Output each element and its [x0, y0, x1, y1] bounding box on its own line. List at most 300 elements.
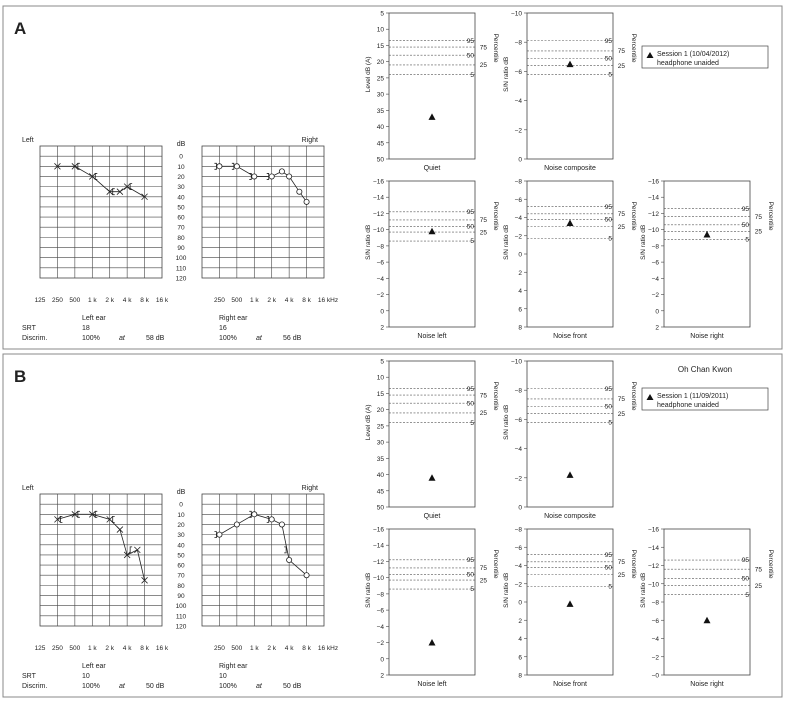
percentile-label: 95 [604, 551, 612, 559]
subplot-frame [664, 529, 750, 675]
y-tick-label: −4 [514, 215, 522, 222]
left-bone-marker [130, 547, 132, 553]
y-tick-label: −4 [376, 275, 384, 283]
db-tick: 20 [177, 173, 185, 181]
score-marker [704, 231, 711, 238]
db-tick: 40 [177, 542, 185, 550]
percentile-label: 95 [466, 209, 474, 217]
y-tick-label: 2 [380, 324, 384, 332]
right-air-marker [252, 174, 257, 179]
db-tick: 60 [177, 562, 185, 570]
percentile-label: 25 [479, 410, 487, 418]
percentile-axis-label: Percentile [492, 33, 499, 63]
y-tick-label: 2 [518, 617, 522, 625]
y-tick-label: 20 [376, 407, 384, 415]
y-tick-label: −14 [372, 542, 384, 550]
left-label: Left [22, 137, 34, 144]
y-tick-label: 50 [376, 504, 384, 512]
y-tick-label: 15 [376, 390, 384, 398]
y-tick-label: 15 [376, 42, 384, 50]
right-bone-marker [284, 547, 286, 553]
y-tick-label: −8 [514, 178, 522, 186]
percentile-label: 95 [466, 37, 474, 45]
subplot-label: Noise front [553, 333, 587, 340]
right-label: Right [301, 485, 318, 492]
y-tick-label: −12 [647, 210, 659, 218]
y-tick-label: −2 [376, 640, 384, 648]
left-discrim: 100% [82, 335, 100, 342]
freq-tick: 4 k [122, 645, 132, 652]
percentile-label: 50 [604, 403, 612, 411]
subplot-frame [664, 181, 750, 327]
percentile-label: 50 [741, 222, 749, 229]
y-tick-label: 4 [518, 288, 522, 295]
percentile-label: 50 [604, 216, 612, 224]
y-tick-label: −12 [372, 558, 384, 566]
subplot-label: Noise front [553, 681, 587, 688]
score-marker [429, 228, 436, 235]
left-srt: 10 [82, 673, 90, 680]
y-tick-label: −10 [647, 581, 659, 589]
y-tick-label: 0 [518, 156, 522, 164]
percentile-label: 95 [604, 385, 612, 393]
score-marker [567, 471, 574, 478]
freq-tick: 1 k [87, 645, 97, 652]
percentile-label: 5 [470, 71, 474, 79]
percentile-label: 75 [479, 217, 487, 225]
db-tick: 10 [177, 511, 185, 519]
left-air-marker [134, 547, 140, 553]
right-air-marker [269, 517, 274, 522]
percentile-label: 5 [608, 583, 612, 591]
y-tick-label: −8 [514, 526, 522, 534]
y-tick-label: −2 [514, 475, 522, 483]
percentile-label: 95 [741, 205, 749, 213]
freq-tick: 500 [69, 645, 81, 652]
percentile-axis-label: Percentile [492, 201, 499, 231]
percentile-label: 5 [470, 586, 474, 594]
y-tick-label: −12 [372, 210, 384, 218]
y-tick-label: −6 [651, 259, 659, 267]
db-tick: 20 [177, 521, 185, 529]
y-tick-label: −10 [647, 227, 659, 235]
percentile-label: 5 [608, 71, 612, 79]
y-tick-label: −8 [376, 243, 384, 251]
subplot-label: Noise right [690, 333, 724, 340]
percentile-label: 50 [466, 571, 474, 579]
y-tick-label: −6 [514, 416, 522, 424]
right-air-marker [234, 522, 239, 527]
subplot-noise-front [503, 179, 637, 341]
y-tick-label: −8 [514, 39, 522, 47]
right-air-marker [279, 522, 284, 527]
panel-b [3, 354, 782, 697]
freq-tick: 2 k [105, 645, 115, 652]
percentile-label: 25 [754, 228, 762, 236]
y-tick-label: −4 [651, 636, 659, 643]
subplot-label: Noise left [417, 681, 447, 688]
freq-tick: 1 k [249, 645, 259, 652]
left-label: Left [22, 485, 34, 492]
percentile-label: 50 [604, 564, 612, 572]
y-axis-label: Level dB (A) [365, 56, 372, 93]
right-at: at [256, 335, 262, 342]
y-tick-label: −12 [647, 563, 659, 570]
left-srt: 18 [82, 325, 90, 332]
freq-tick: 1 k [249, 297, 259, 304]
subplot-noise-left [365, 527, 499, 689]
db-tick: 90 [177, 245, 185, 253]
percentile-label: 95 [604, 203, 612, 211]
y-tick-label: −4 [376, 623, 384, 631]
y-tick-label: −2 [651, 654, 659, 662]
y-tick-label: 5 [380, 358, 384, 366]
subplot-frame [389, 13, 475, 159]
y-tick-label: 0 [518, 504, 522, 512]
subplot-noise-left [365, 179, 499, 341]
y-tick-label: −6 [651, 617, 659, 625]
right-air-marker [217, 532, 222, 537]
left-at: at [119, 683, 125, 690]
left-bone-marker [60, 516, 62, 522]
percentile-label: 50 [604, 55, 612, 63]
y-tick-label: 2 [518, 269, 522, 277]
db-tick: 50 [177, 552, 185, 560]
freq-tick: 8 k [302, 645, 311, 652]
y-tick-label: 35 [376, 107, 384, 115]
percentile-axis-label: Percentile [630, 381, 637, 411]
y-tick-label: −6 [514, 544, 522, 552]
freq-tick: 16 k [155, 297, 169, 304]
subplot-frame [527, 13, 613, 159]
discrim-label: Discrim. [22, 335, 48, 342]
left-discrim-level: 58 dB [146, 335, 165, 342]
y-axis-label: S/N ratio dB [640, 224, 647, 260]
y-tick-label: 0 [380, 308, 384, 316]
patient-name: Oh Chan Kwon [677, 365, 733, 374]
subplot-frame [389, 181, 475, 327]
y-tick-label: −2 [514, 581, 522, 589]
percentile-label: 95 [466, 385, 474, 393]
y-tick-label: −2 [651, 292, 659, 300]
db-tick: 90 [177, 593, 185, 601]
right-air-marker [269, 174, 274, 179]
left-bone-marker [113, 516, 115, 522]
freq-tick: 250 [213, 297, 225, 304]
y-tick-label: −14 [647, 194, 659, 202]
db-tick: 120 [175, 623, 187, 631]
y-axis-label: S/N ratio dB [640, 572, 647, 608]
subplot-frame [527, 361, 613, 507]
left-threshold-line [57, 166, 144, 196]
percentile-label: 50 [741, 575, 749, 583]
score-marker [567, 61, 574, 68]
subplot-label: Quiet [423, 165, 441, 172]
y-tick-label: 20 [376, 59, 384, 67]
db-label: dB [176, 489, 186, 496]
percentile-label: 50 [466, 52, 474, 60]
y-tick-label: 6 [518, 306, 522, 314]
y-tick-label: −2 [514, 233, 522, 241]
freq-tick: 1 k [87, 297, 97, 304]
y-axis-label: S/N ratio dB [503, 572, 510, 608]
percentile-label: 25 [479, 62, 487, 70]
db-tick: 70 [177, 224, 185, 232]
right-ear-header: Right ear [219, 663, 248, 670]
y-tick-label: 35 [376, 455, 384, 463]
percentile-label: 75 [479, 565, 487, 573]
score-marker [429, 639, 436, 646]
y-tick-label: −10 [372, 227, 384, 235]
percentile-label: 5 [470, 419, 474, 427]
y-tick-label: −2 [514, 127, 522, 135]
subplot-noise-right [640, 179, 774, 341]
db-tick: 100 [175, 255, 187, 263]
y-tick-label: −8 [651, 599, 659, 607]
y-tick-label: 25 [376, 75, 384, 83]
y-tick-label: 8 [518, 672, 522, 680]
y-tick-label: −8 [651, 243, 659, 251]
right-discrim-level: 50 dB [283, 683, 302, 690]
srt-label: SRT [22, 673, 36, 680]
y-tick-label: −6 [376, 607, 384, 615]
y-tick-label: 6 [518, 654, 522, 662]
y-axis-label: S/N ratio dB [365, 224, 372, 260]
percentile-label: 5 [745, 591, 749, 599]
y-tick-label: 10 [376, 374, 384, 382]
right-label: Right [301, 137, 318, 144]
left-at: at [119, 335, 125, 342]
percentile-label: 25 [617, 410, 625, 418]
subplot-quiet [365, 11, 499, 173]
y-tick-label: 30 [376, 91, 384, 99]
y-tick-label: 30 [376, 439, 384, 447]
right-ear-header: Right ear [219, 315, 248, 322]
y-axis-label: S/N ratio dB [365, 572, 372, 608]
percentile-label: 25 [617, 571, 625, 579]
y-tick-label: 0 [518, 251, 522, 259]
freq-tick: 250 [213, 645, 225, 652]
left-discrim: 100% [82, 683, 100, 690]
y-tick-label: −8 [514, 387, 522, 395]
freq-tick: 125 [34, 645, 46, 652]
left-audiogram-frame [40, 494, 162, 626]
percentile-label: 25 [479, 229, 487, 237]
y-tick-label: −16 [372, 526, 384, 534]
subplot-label: Noise right [690, 681, 724, 688]
score-marker [567, 219, 574, 226]
freq-tick: 2 k [105, 297, 115, 304]
y-axis-label: S/N ratio dB [503, 56, 510, 92]
db-tick: 110 [175, 613, 187, 621]
freq-tick: 125 [34, 297, 46, 304]
score-marker [429, 474, 436, 481]
db-tick: 0 [179, 153, 183, 161]
freq-unit: 16 kHz [317, 297, 339, 304]
freq-tick: 500 [231, 645, 243, 652]
y-tick-label: 45 [376, 488, 384, 496]
percentile-label: 75 [617, 396, 625, 404]
subplot-label: Noise left [417, 333, 447, 340]
score-marker [704, 617, 711, 624]
y-tick-label: −4 [514, 98, 522, 106]
y-tick-label: −14 [372, 194, 384, 202]
left-ear-header: Left ear [82, 315, 106, 322]
right-air-marker [304, 573, 309, 578]
score-marker [429, 113, 436, 120]
right-discrim-level: 56 dB [283, 335, 302, 342]
percentile-label: 5 [608, 235, 612, 243]
percentile-label: 95 [741, 557, 749, 565]
db-tick: 0 [179, 501, 183, 509]
discrim-label: Discrim. [22, 683, 48, 690]
y-tick-label: −16 [647, 178, 659, 186]
left-air-marker [117, 527, 123, 533]
y-tick-label: −4 [514, 563, 522, 570]
srt-label: SRT [22, 325, 36, 332]
y-tick-label: −10 [510, 10, 522, 18]
legend-condition: headphone unaided [657, 402, 719, 409]
right-bone-marker [267, 516, 269, 522]
y-tick-label: −16 [372, 178, 384, 186]
percentile-label: 75 [754, 213, 762, 221]
percentile-label: 25 [617, 223, 625, 231]
y-tick-label: 25 [376, 423, 384, 431]
right-at: at [256, 683, 262, 690]
y-tick-label: −0 [651, 672, 659, 680]
y-tick-label: −10 [510, 358, 522, 366]
y-axis-label: S/N ratio dB [503, 224, 510, 260]
right-discrim: 100% [219, 683, 237, 690]
y-tick-label: −4 [651, 275, 659, 283]
percentile-axis-label: Percentile [767, 549, 774, 579]
freq-tick: 4 k [122, 297, 132, 304]
freq-tick: 4 k [284, 297, 294, 304]
right-air-marker [234, 164, 239, 169]
subplot-noise-front [503, 527, 637, 689]
percentile-axis-label: Percentile [630, 201, 637, 231]
y-tick-label: −6 [376, 259, 384, 267]
left-ear-header: Left ear [82, 663, 106, 670]
percentile-axis-label: Percentile [492, 381, 499, 411]
percentile-label: 50 [466, 223, 474, 231]
percentile-label: 95 [466, 557, 474, 565]
freq-tick: 8 k [302, 297, 311, 304]
y-tick-label: 0 [655, 308, 659, 316]
freq-tick: 2 k [267, 645, 277, 652]
freq-tick: 4 k [284, 645, 294, 652]
right-air-marker [279, 169, 284, 174]
y-tick-label: −14 [647, 544, 659, 552]
subplot-frame [389, 529, 475, 675]
y-tick-label: −4 [514, 446, 522, 454]
panel-a [3, 6, 782, 349]
y-tick-label: 2 [655, 324, 659, 332]
subplot-frame [527, 181, 613, 327]
freq-tick: 8 k [140, 645, 149, 652]
y-tick-label: 0 [518, 599, 522, 607]
freq-tick: 250 [51, 645, 63, 652]
subplot-noise-right [640, 527, 774, 689]
db-tick: 60 [177, 214, 185, 222]
db-tick: 50 [177, 204, 185, 212]
y-axis-label: Level dB (A) [365, 404, 372, 441]
right-air-marker [287, 174, 292, 179]
db-tick: 120 [175, 275, 187, 283]
right-air-marker [304, 199, 309, 204]
percentile-label: 25 [617, 62, 625, 70]
subplot-label: Noise composite [544, 513, 596, 520]
right-air-marker [287, 557, 292, 562]
db-tick: 30 [177, 532, 185, 540]
y-tick-label: 50 [376, 156, 384, 164]
panel-letter: B [14, 367, 27, 386]
legend-session: Session 1 (11/09/2011) [657, 393, 729, 400]
percentile-label: 75 [479, 44, 487, 52]
freq-unit: 16 kHz [317, 645, 339, 652]
right-discrim: 100% [219, 335, 237, 342]
db-tick: 40 [177, 194, 185, 202]
percentile-label: 5 [608, 419, 612, 427]
y-axis-label: S/N ratio dB [503, 404, 510, 440]
legend-condition: headphone unaided [657, 60, 719, 67]
y-tick-label: 8 [518, 324, 522, 332]
db-tick: 30 [177, 184, 185, 192]
subplot-label: Noise composite [544, 165, 596, 172]
right-air-marker [217, 164, 222, 169]
db-tick: 110 [175, 265, 187, 273]
y-tick-label: 45 [376, 140, 384, 148]
right-srt: 10 [219, 673, 227, 680]
percentile-label: 75 [617, 211, 625, 219]
panel-letter: A [14, 19, 27, 38]
freq-tick: 250 [51, 297, 63, 304]
db-tick: 70 [177, 572, 185, 580]
percentile-label: 75 [617, 559, 625, 567]
percentile-label: 95 [604, 37, 612, 45]
y-tick-label: 4 [518, 636, 522, 643]
y-tick-label: −10 [372, 575, 384, 583]
y-tick-label: −2 [376, 292, 384, 300]
y-tick-label: 5 [380, 10, 384, 18]
y-tick-label: −16 [647, 526, 659, 534]
subplot-frame [389, 361, 475, 507]
left-discrim-level: 50 dB [146, 683, 165, 690]
y-tick-label: 2 [380, 672, 384, 680]
subplot-quiet [365, 359, 499, 521]
db-tick: 100 [175, 603, 187, 611]
y-tick-label: 40 [376, 472, 384, 480]
freq-tick: 16 k [155, 645, 169, 652]
y-tick-label: 40 [376, 124, 384, 132]
db-tick: 10 [177, 163, 185, 171]
db-tick: 80 [177, 582, 185, 590]
y-tick-label: −8 [376, 591, 384, 599]
percentile-label: 75 [754, 566, 762, 574]
freq-tick: 2 k [267, 297, 277, 304]
freq-tick: 500 [69, 297, 81, 304]
y-tick-label: −6 [514, 68, 522, 76]
percentile-axis-label: Percentile [492, 549, 499, 579]
score-marker [567, 600, 574, 607]
percentile-label: 5 [745, 236, 749, 244]
y-tick-label: 0 [380, 656, 384, 664]
percentile-label: 25 [754, 582, 762, 590]
percentile-label: 25 [479, 577, 487, 585]
freq-tick: 500 [231, 297, 243, 304]
right-air-marker [297, 189, 302, 194]
percentile-axis-label: Percentile [630, 33, 637, 63]
